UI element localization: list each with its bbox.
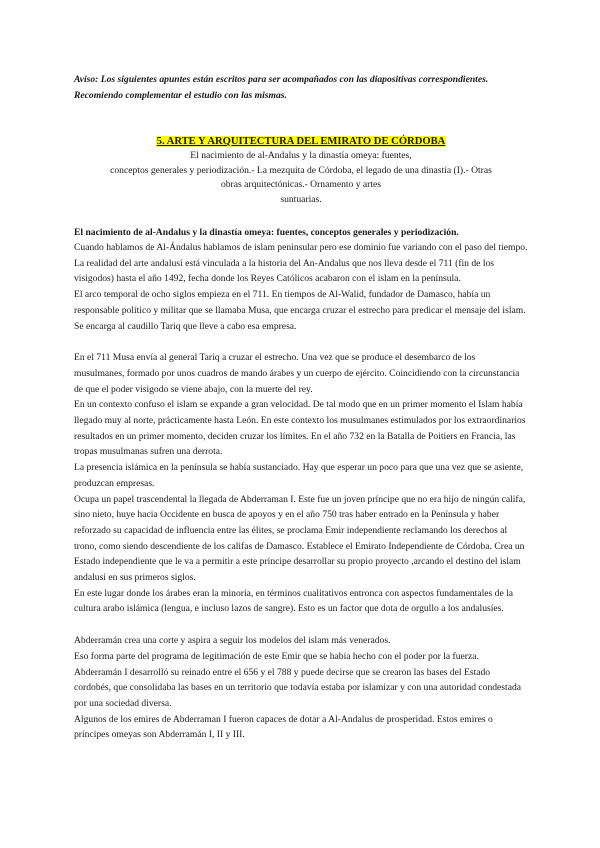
subtitle-line: obras arquitectónicas.- Ornamento y artes bbox=[220, 179, 382, 190]
subtitle-line: El nacimiento de al-Andalus y la dinastía omeya: fuentes, bbox=[190, 150, 412, 161]
paragraph: En este lugar donde los árabes eran la minoría, en términos cualitativos entronca con aspectos fundamentales de la cultura arabo islámica (lengua, e incluso lazos de sangre). Esto es un factor que dota de orgullo a los andalusíes. bbox=[74, 587, 514, 615]
subtitle-line: conceptos generales y periodización.- La mezquita de Córdoba, el legado de una dinastía (I).- Otras bbox=[110, 164, 492, 176]
paragraph: En el 711 Musa envía al general Tariq a cruzar el estrecho. Una vez que se produce el desembarco de los musulmanes, formado por unos cuadros de mando árabes y un cuerpo de ejército. Coincidiendo con la circunstancia de que el poder visigodo se viene abajo, con la muerte del rey. bbox=[74, 352, 520, 395]
paragraph: Algunos de los emires de Abderraman I fueron capaces de dotar a Al-Andalus de prosperidad. Estos emires o príncipes omeyas son Abderramán I, II y III. bbox=[74, 713, 493, 741]
paragraph: Cuando hablamos de Al-Ándalus hablamos de islam peninsular pero ese dominio fue variando con el paso del tiempo. La realidad del arte andalusí está vinculada a la historia del An-Andalus que nos lleva desde el 711 (fin de los visigodos) hasta el año 1492, fecha donde los Reyes Católicos acabaron con el islam en la península. bbox=[74, 242, 528, 285]
text-block-3 bbox=[74, 633, 528, 743]
paragraph: En un contexto confuso el islam se expande a gran velocidad. De tal modo que en un primer momento el Islam había llegado muy al norte, prácticamente hasta León. En este contexto los musulmanes estimulados por los extraordinarios resultados en un primer momento, deciden cruzar los límites. En el año 732 en la Batalla de Poitiers en Francia, las tropas musulmanas sufren una derrota. bbox=[74, 399, 526, 458]
paragraph: Abderramán I desarrolló su reinado entre el 656 y el 788 y puede decirse que se crearon las bases del Estado cordobés, que consolidaba las bases en un territorio que todavía estaba por islamizar y con una autoridad condestada por una sociedad diversa. bbox=[74, 666, 522, 709]
paragraph: El arco temporal de ocho siglos empieza en el 711. En tiempos de Al-Walid, fundador de Damasco, había un responsable político y militar que se llamaba Musa, que encarga cruzar el estrecho para predicar el mensaje del islam. Se encarga al caudillo Tariq que lleve a cabo esa empresa. bbox=[74, 289, 526, 332]
text-block-2 bbox=[74, 350, 528, 617]
section-subtitle bbox=[80, 149, 522, 207]
paragraph: Eso forma parte del programa de legitimación de este Emir que se había hecho con el poder por la fuerza. bbox=[74, 650, 479, 662]
subheading: El nacimiento de al-Andalus y la dinastía omeya: fuentes, conceptos generales y periodización. bbox=[74, 227, 459, 238]
subtitle-line: suntuarias. bbox=[280, 193, 322, 205]
text-block-1 bbox=[74, 240, 528, 334]
spacer bbox=[74, 617, 528, 633]
section-title bbox=[74, 135, 528, 149]
paragraph: Abderramán crea una corte y aspira a seguir los modelos del islam más venerados. bbox=[74, 635, 391, 647]
spacer bbox=[74, 334, 528, 350]
section-title-highlight: 5. ARTE Y ARQUITECTURA DEL EMIRATO DE CÓRDOBA bbox=[156, 136, 446, 147]
notice-text: Aviso: Los siguientes apuntes están escritos para ser acompañados con las diapositivas correspondientes. Recomiendo complementar el estudio con las mismas. bbox=[74, 74, 489, 101]
paragraph: Ocupa un papel trascendental la llegada de Abderraman I. Este fue un joven príncipe que no era hijo de ningún califa, sino nieto, huye hacia Occidente en busca de apoyos y en el año 750 tras haber entrado en la Península y haber reforzado su capacidad de influencia entre las élites, se proclama Emir independiente reclamando los derechos al trono, como siendo descendiente de los califas de Damasco. Establece el Emirato Independiente de Córdoba. Crea un Estado independiente que le va a permitir a este príncipe desarrollar su propio proyecto ,arcando el destino del islam andalusí en sus primeros siglos. bbox=[74, 493, 526, 584]
paragraph: La presencia islámica en la península se había sustanciado. Hay que esperar un poco para que una vez que se asiente, produzcan empresas. bbox=[74, 462, 524, 489]
